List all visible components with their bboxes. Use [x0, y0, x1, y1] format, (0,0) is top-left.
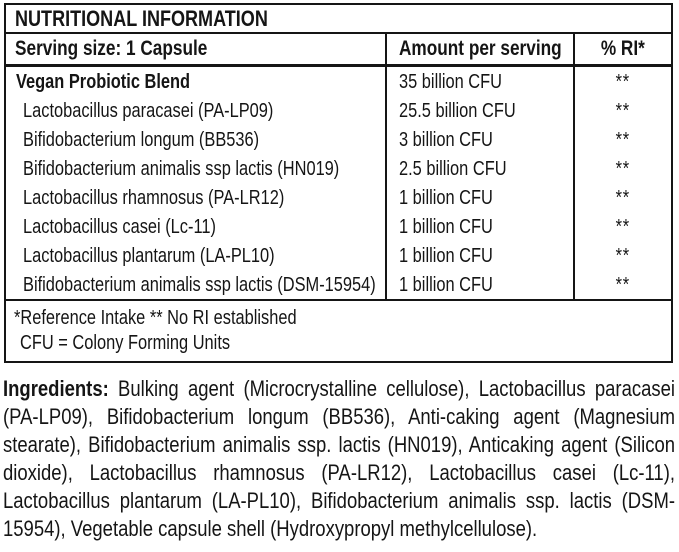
- table-row: [6, 183, 671, 212]
- nutrient-name: Lactobacillus rhamnosus (PA-LR12): [23, 187, 285, 209]
- footnote-line: [14, 306, 663, 331]
- nutrient-ri: **: [615, 71, 631, 93]
- nutrient-ri-cell: [573, 96, 671, 125]
- table-row: [6, 212, 671, 241]
- nutrient-name: Lactobacillus paracasei (PA-LP09): [23, 100, 274, 122]
- cfu-definition-note: CFU = Colony Forming Units: [20, 332, 231, 354]
- amount-header-cell: [385, 34, 573, 64]
- table-row: [6, 125, 671, 154]
- nutrient-ri: **: [615, 129, 631, 151]
- nutrient-ri-cell: [573, 241, 671, 270]
- nutrient-amount: 2.5 billion CFU: [399, 158, 507, 180]
- nutrient-amount-cell: [385, 154, 573, 183]
- nutrient-ri-cell: [573, 183, 671, 212]
- serving-size-label: Serving size: 1 Capsule: [15, 37, 208, 60]
- nutrient-amount-cell: [385, 125, 573, 154]
- nutrient-ri: **: [615, 100, 631, 122]
- nutrition-facts-table: [4, 3, 673, 363]
- nutrient-name-cell: [6, 154, 385, 183]
- nutrient-amount: 25.5 billion CFU: [399, 100, 516, 122]
- nutrient-ri: **: [615, 187, 631, 209]
- nutrient-name: Lactobacillus casei (Lc-11): [23, 216, 216, 238]
- nutrient-name: Bifidobacterium animalis ssp lactis (DSM-15954): [23, 274, 376, 296]
- nutrient-name-cell: [6, 67, 385, 96]
- nutrient-amount: 3 billion CFU: [399, 129, 493, 151]
- table-header-row: [6, 34, 671, 67]
- nutrient-ri: **: [615, 158, 631, 180]
- footnote-section: [6, 299, 671, 361]
- nutrient-amount: 1 billion CFU: [399, 187, 493, 209]
- nutrient-name-cell: [6, 96, 385, 125]
- nutrient-ri-cell: [573, 212, 671, 241]
- nutrient-ri-cell: [573, 154, 671, 183]
- reference-intake-note: *Reference Intake ** No RI established: [14, 307, 297, 329]
- ingredients-label: Ingredients:: [3, 376, 109, 401]
- nutrient-amount-cell: [385, 67, 573, 96]
- percent-ri-label: % RI*: [600, 37, 646, 60]
- table-row: [6, 154, 671, 183]
- nutrient-ri-cell: [573, 125, 671, 154]
- table-row: [6, 241, 671, 270]
- ingredients-paragraph: [3, 375, 675, 543]
- nutrient-name-cell: [6, 125, 385, 154]
- nutrient-ri: **: [615, 245, 631, 267]
- footnote-line: [14, 331, 663, 356]
- ri-header-cell: [573, 34, 671, 64]
- nutrient-name: Lactobacillus plantarum (LA-PL10): [23, 245, 275, 267]
- nutrient-name-cell: [6, 212, 385, 241]
- serving-size-header-cell: [6, 34, 385, 64]
- nutrient-name: Vegan Probiotic Blend: [16, 71, 191, 93]
- nutrient-ri: **: [615, 274, 631, 296]
- nutrient-name-cell: [6, 270, 385, 299]
- nutrient-amount-cell: [385, 96, 573, 125]
- nutrient-ri-cell: [573, 270, 671, 299]
- table-row: [6, 67, 671, 96]
- table-title-row: [6, 5, 671, 34]
- table-row: [6, 96, 671, 125]
- amount-per-serving-label: Amount per serving: [399, 37, 562, 60]
- nutrient-name: Bifidobacterium longum (BB536): [23, 129, 260, 151]
- nutrient-amount-cell: [385, 270, 573, 299]
- nutrient-amount: 1 billion CFU: [399, 216, 493, 238]
- nutrient-amount-cell: [385, 183, 573, 212]
- table-row: [6, 270, 671, 299]
- nutrient-ri: **: [615, 216, 631, 238]
- nutrient-amount-cell: [385, 212, 573, 241]
- nutrient-name-cell: [6, 183, 385, 212]
- nutrient-amount: 35 billion CFU: [399, 71, 502, 93]
- nutrient-amount-cell: [385, 241, 573, 270]
- ingredients-text: Bulking agent (Microcrystalline cellulose), Lactobacillus paracasei (PA-LP09), Bifidobacterium longum (BB536), Anti-caking agent (Magnesium stearate), Bifidobacterium animalis ssp. lactis (HN019), Anticaking agent (Silicon dioxide), Lactobacillus rhamnosus (PA-LR12), Lactobacillus casei (Lc-11), Lactobacillus plantarum (LA-PL10), Bifidobacterium animalis ssp. lactis (DSM-15954), Vegetable capsule shell (Hydroxypropyl methylcellulose).: [3, 376, 675, 541]
- nutrient-ri-cell: [573, 67, 671, 96]
- nutrient-name-cell: [6, 241, 385, 270]
- nutrient-amount: 1 billion CFU: [399, 274, 493, 296]
- nutrient-amount: 1 billion CFU: [399, 245, 493, 267]
- table-title: NUTRITIONAL INFORMATION: [15, 6, 268, 31]
- nutrient-name: Bifidobacterium animalis ssp lactis (HN019): [23, 158, 340, 180]
